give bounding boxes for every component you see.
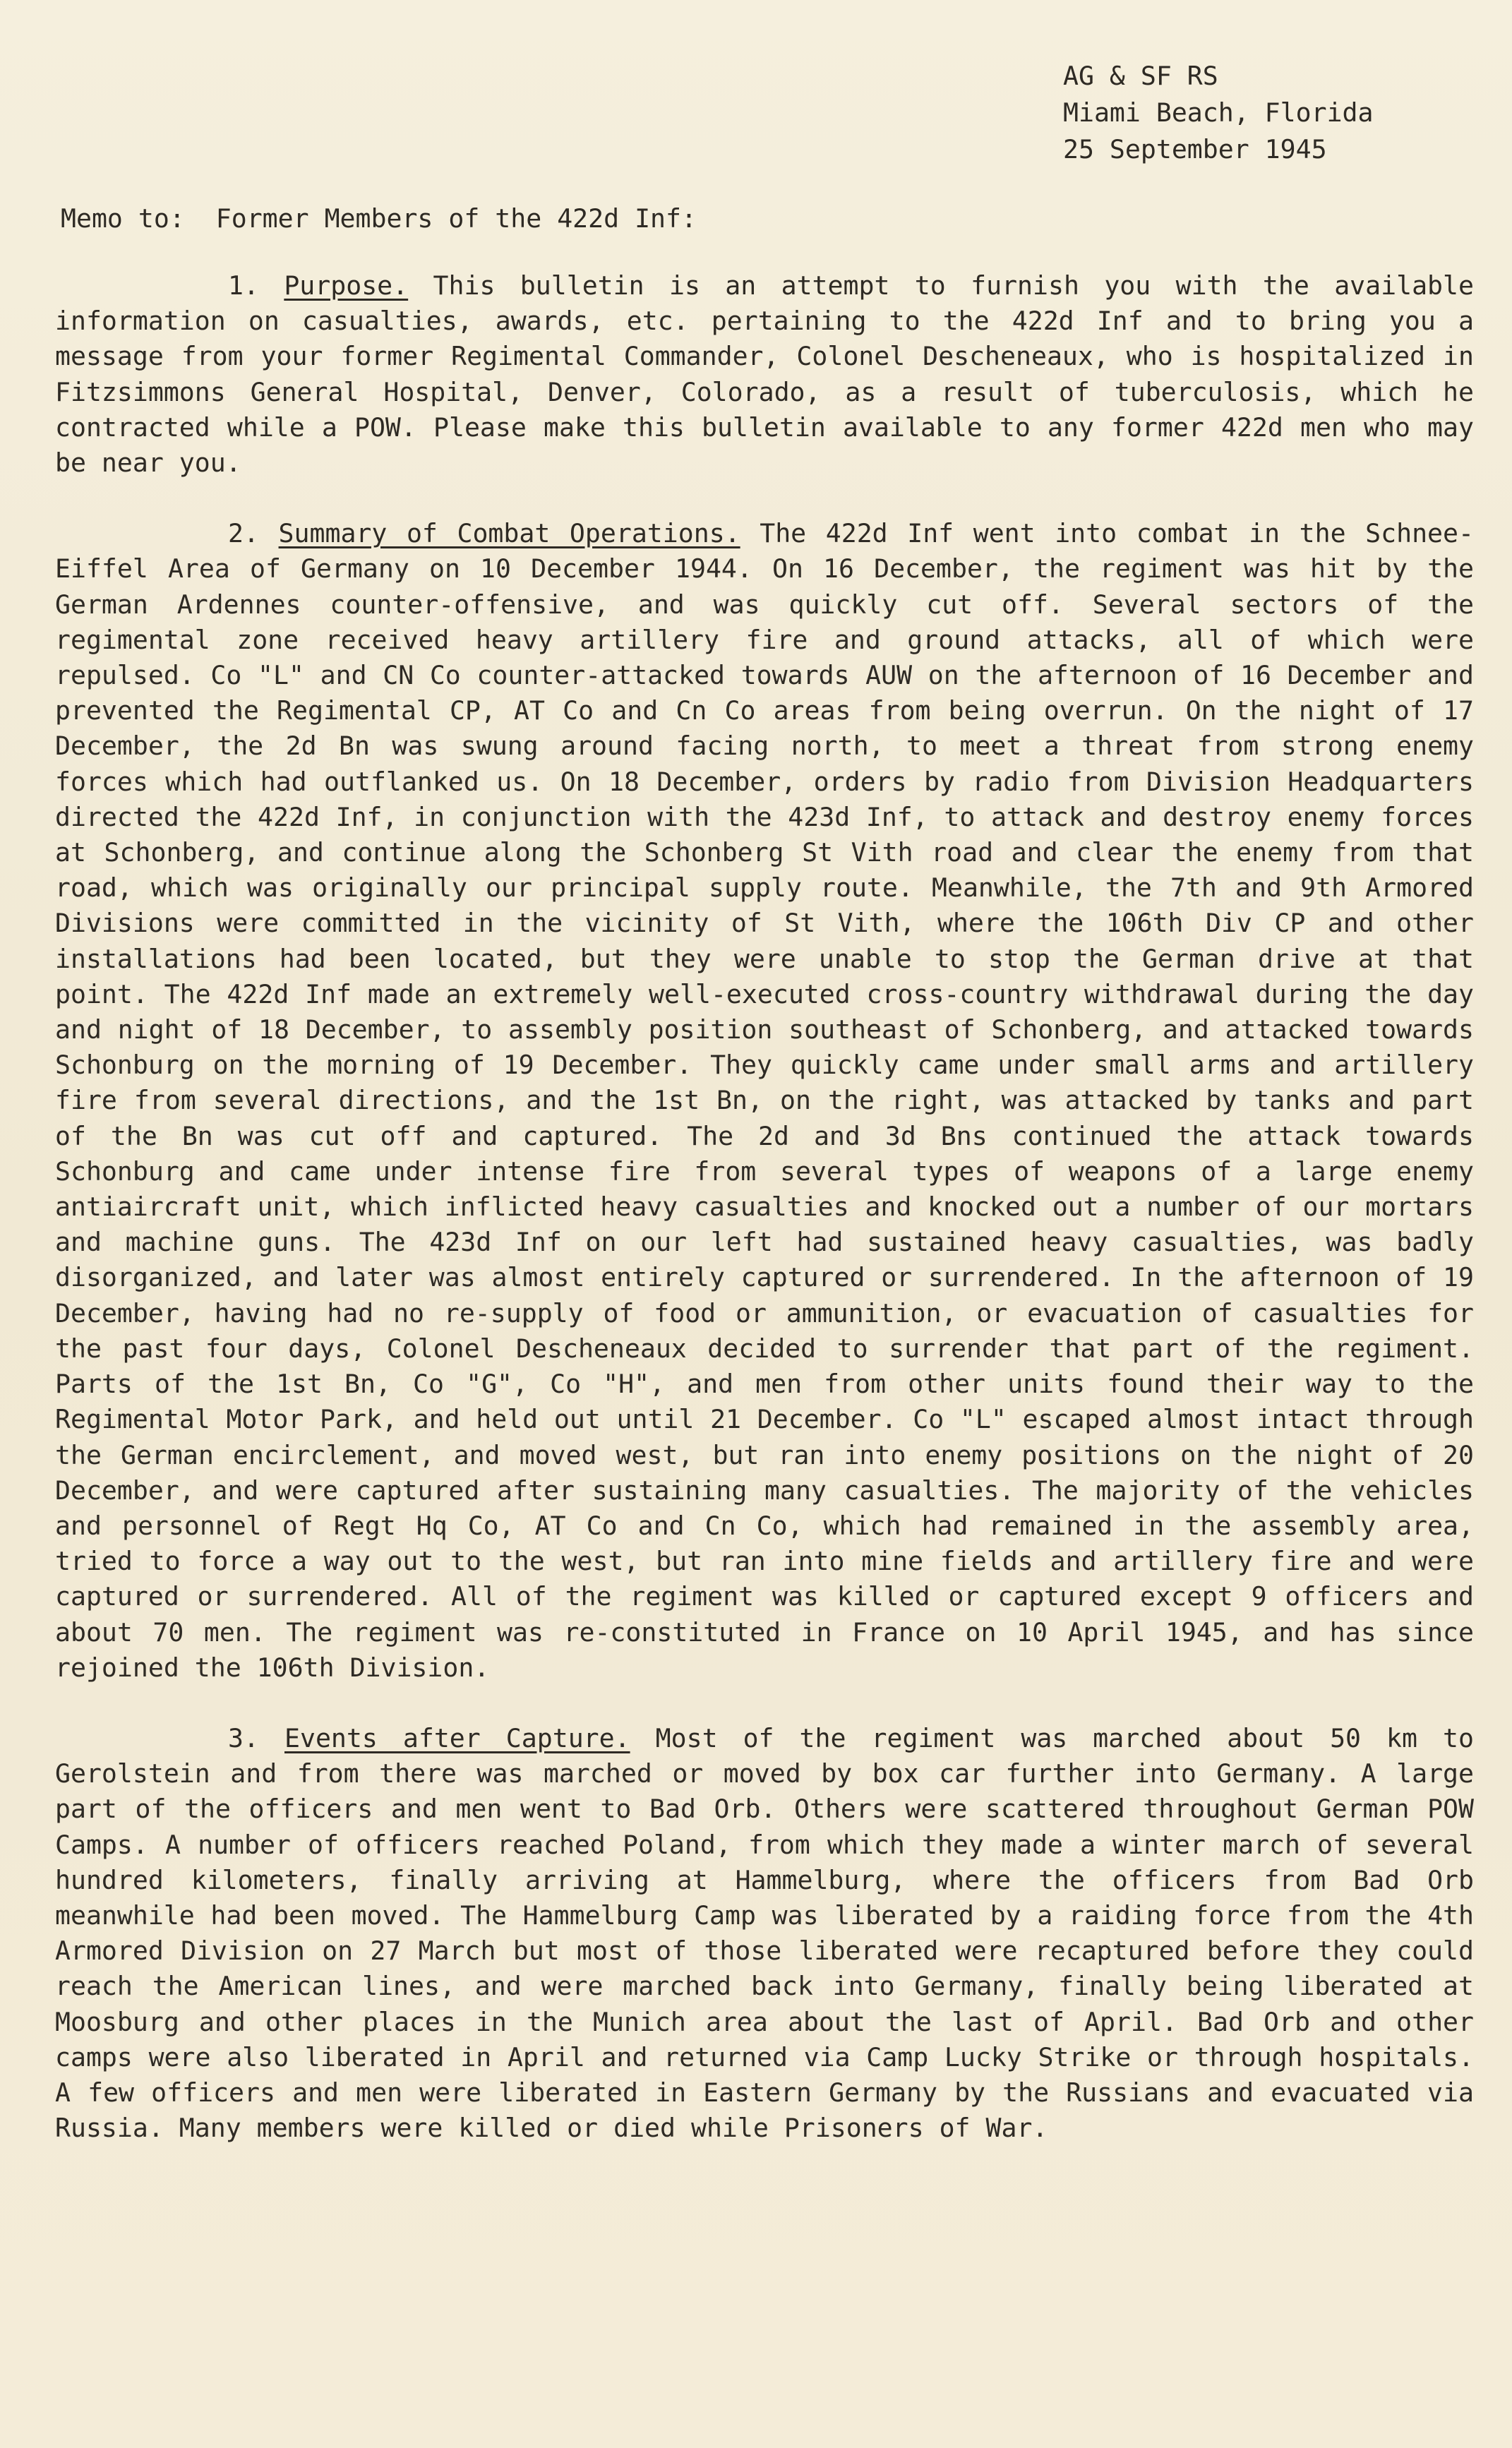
paragraph-heading: Purpose. — [284, 270, 409, 301]
office-code: AG & SF RS — [1063, 61, 1218, 91]
paragraph-text: Most of the regiment was marched about 50 km to Gerolstein and from there was marched or moved by box car further into Germany. A large part of the officers and men went to Bad Orb. Others were scattered throughout German POW Camps. A number of officers reached Poland, from which they made a winter march of several hundred kilometers, finally arriving at Hammelburg, where the officers from Bad Orb meanwhile had been moved. The Hammelburg Camp was liberated by a raiding force from the 4th Armored Division on 27 March but most of those liberated were recaptured before they could reach the American lines, and were marched back into Germany, finally being liberated at Moosburg and other places in the Munich area about the last of April. Bad Orb and other camps were also liberated in April and returned via Camp Lucky Strike or through hospitals. A few officers and men were liberated in Eastern Germany by the Russians and evacuated via Russia. Many members were killed or died while Prisoners of War. — [55, 1722, 1474, 2144]
paragraph-purpose — [55, 268, 1474, 481]
paragraph-text: This bulletin is an attempt to furnish you with the available information on casualties, awards, etc. pertaining to the 422d Inf and to bring you a message from your former Regimental Commander, Colonel Descheneaux, who is hospitalized in Fitzsimmons General Hospital, Denver, Colorado, as a result of tuberculosis, which he contracted while a POW. Please make this bulletin available to any former 422d men who may be near you. — [55, 270, 1474, 479]
paragraph-events-after-capture — [55, 1721, 1474, 2146]
paragraph-heading: Events after Capture. — [284, 1722, 630, 1753]
location: Miami Beach, Florida — [1063, 97, 1374, 128]
paragraph-number: 3. — [228, 1722, 259, 1753]
paragraph-text: The 422d Inf went into combat in the Schnee-Eiffel Area of Germany on 10 December 1944. On 16 December, the regiment was hit by the German Ardennes counter-offensive, and was quickly cut off. Several sectors of the regimental zone received heavy artillery fire and ground attacks, all of which were repulsed. Co "L" and CN Co counter-attacked towards AUW on the afternoon of 16 December and prevented the Regimental CP, AT Co and Cn Co areas from being overrun. On the night of 17 December, the 2d Bn was swung around facing north, to meet a threat from strong enemy forces which had outflanked us. On 18 December, orders by radio from Division Headquarters directed the 422d Inf, in conjunction with the 423d Inf, to attack and destroy enemy forces at Schonberg, and continue along the Schonberg St Vith road and clear the enemy from that road, which was originally our principal supply route. Meanwhile, the 7th and 9th Armored Divisions were committed in the vicinity of St Vith, where the 106th Div CP and other installations had been located, but they were unable to stop the German drive at that point. The 422d Inf made an extremely well-executed cross-country withdrawal during the day and night of 18 December, to assembly position southeast of Schonberg, and attacked towards Schonburg on the morning of 19 December. They quickly came under small arms and artillery fire from several directions, and the 1st Bn, on the right, was attacked by tanks and part of the Bn was cut off and captured. The 2d and 3d Bns continued the attack towards Schonburg and came under intense fire from several types of weapons of a large enemy antiaircraft unit, which inflicted heavy casualties and knocked out a number of our mortars and machine guns. The 423d Inf on our left had sustained heavy casualties, was badly disorganized, and later was almost entirely captured or surrendered. In the afternoon of 19 December, having had no re-supply of food or ammunition, or evacuation of casualties for the past four days, Colonel Descheneaux decided to surrender that part of the regiment. Parts of the 1st Bn, Co "G", Co "H", and men from other units found their way to the Regimental Motor Park, and held out until 21 December. Co "L" escaped almost intact through the German encirclement, and moved west, but ran into enemy positions on the night of 20 December, and were captured after sustaining many casualties. The majority of the vehicles and personnel of Regt Hq Co, AT Co and Cn Co, which had remained in the assembly area, tried to force a way out to the west, but ran into mine fields and artillery fire and were captured or surrendered. All of the regiment was killed or captured except 9 officers and about 70 men. The regiment was re-constituted in France on 10 April 1945, and has since rejoined the 106th Division. — [55, 518, 1474, 1683]
date: 25 September 1945 — [1063, 134, 1327, 164]
letterhead — [1063, 58, 1374, 168]
paragraph-heading: Summary of Combat Operations. — [278, 518, 740, 549]
memo-body — [55, 268, 1474, 2181]
memo-addressee: Memo to: Former Members of the 422d Inf: — [61, 203, 697, 234]
paragraph-combat-operations — [55, 516, 1474, 1686]
paragraph-number: 1. — [228, 270, 259, 301]
paragraph-number: 2. — [228, 518, 259, 549]
